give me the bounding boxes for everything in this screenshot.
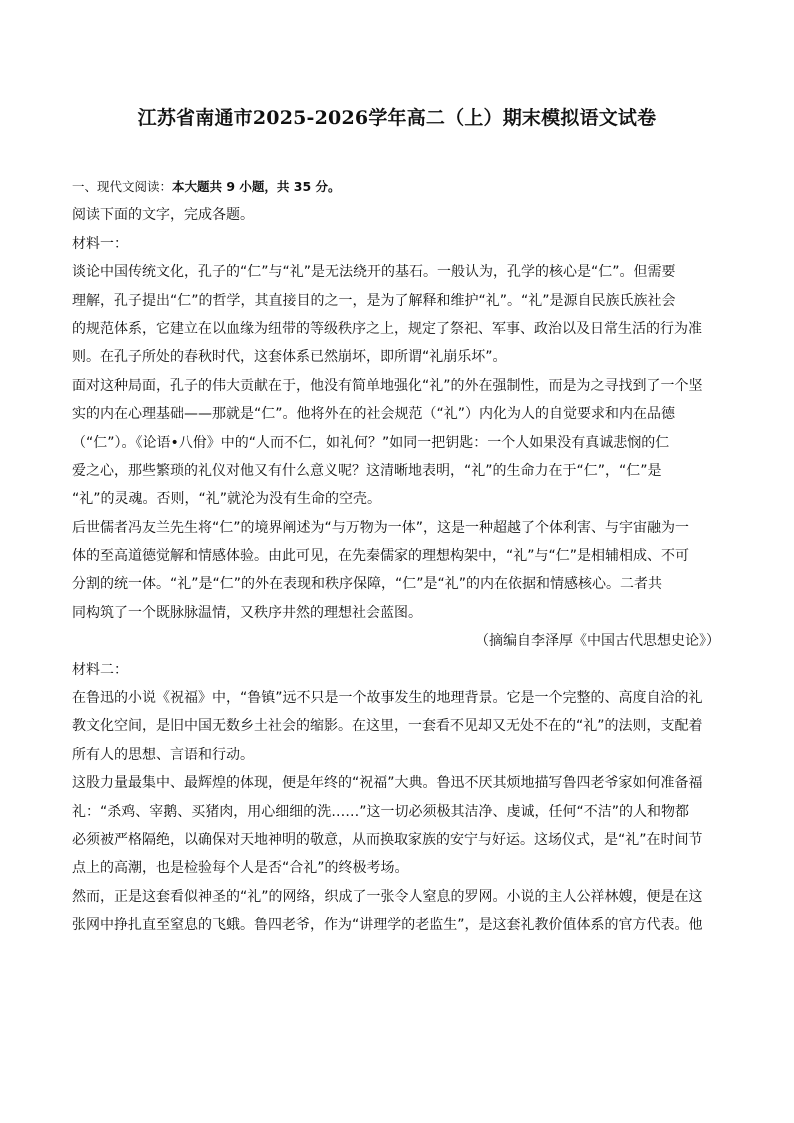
text-line: 同构筑了一个既脉脉温情，又秩序井然的理想社会蓝图。 — [72, 604, 422, 621]
source-citation: （摘编自李泽厚《中国古代思想史论》） — [475, 633, 720, 650]
section-heading-rest: 本大题共 9 小题，共 35 分。 — [172, 179, 341, 194]
text-line: 实的内在心理基础——那就是“仁”。他将外在的社会规范（“礼”）内化为人的自觉要求和内在品德 — [72, 406, 676, 423]
text-line: 分割的统一体。“礼”是“仁”的外在表现和秩序保障，“仁”是“礼”的内在依据和情感核心。二者共 — [72, 576, 663, 593]
text-line: 礼：“杀鸡、宰鹅、买猪肉，用心细细的洗……”这一切必须极其洁净、虔诚，任何“不洁”的人和物都 — [72, 803, 690, 820]
section-heading-lead: 一、现代文阅读： — [72, 179, 173, 194]
text-line: 的规范体系，它建立在以血缘为纽带的等级秩序之上，规定了祭祀、军事、政治以及日常生活的行为准 — [72, 320, 702, 337]
document-body — [72, 173, 720, 940]
text-line: （“仁”）。《论语•八佾》中的“人而不仁，如礼何？”如同一把钥匙：一个人如果没有真诚悲悯的仁 — [72, 434, 670, 451]
text-line: 必须被严格隔绝，以确保对天地神明的敬意，从而换取家族的安宁与好运。这场仪式，是“礼”在时间节 — [72, 831, 703, 848]
material-two-label: 材料二： — [72, 661, 128, 678]
text-line: 后世儒者冯友兰先生将“仁”的境界阐述为“与万物为一体”，这是一种超越了个体利害、与宇宙融为一 — [72, 519, 690, 536]
material-one-label: 材料一： — [72, 235, 128, 252]
page-title: 江苏省南通市2025-2026学年高二（上）期末模拟语文试卷 — [137, 107, 657, 129]
text-line: 在鲁迅的小说《祝福》中，“鲁镇”远不只是一个故事发生的地理背景。它是一个完整的、高度自洽的礼 — [72, 690, 703, 707]
text-line: 体的至高道德觉解和情感体验。由此可见，在先秦儒家的理想构架中，“礼”与“仁”是相辅相成、不可 — [72, 548, 690, 565]
text-line: 然而，正是这套看似神圣的“礼”的网络，织成了一张令人窒息的罗网。小说的主人公祥林嫂，便是在这 — [72, 888, 703, 905]
text-line: 张网中挣扎直至窒息的飞蛾。鲁四老爷，作为“讲理学的老监生”，是这套礼教价值体系的官方代表。他 — [72, 917, 703, 934]
text-line: 爱之心，那些繁琐的礼仪对他又有什么意义呢？这清晰地表明，“礼”的生命力在于“仁”，“仁”是 — [72, 462, 662, 479]
text-line: 面对这种局面，孔子的伟大贡献在于，他没有简单地强化“礼”的外在强制性，而是为之寻找到了一个坚 — [72, 377, 703, 394]
text-line: 教文化空间，是旧中国无数乡土社会的缩影。在这里，一套看不见却又无处不在的“礼”的法则，支配着 — [72, 718, 703, 735]
instruction-line: 阅读下面的文字，完成各题。 — [72, 207, 254, 224]
section-heading — [72, 173, 720, 201]
text-line: 所有人的思想、言语和行动。 — [72, 746, 254, 763]
text-line: 则。在孔子所处的春秋时代，这套体系已然崩坏，即所谓“礼崩乐坏”。 — [72, 349, 507, 366]
text-line: 谈论中国传统文化，孔子的“仁”与“礼”是无法绕开的基石。一般认为，孔学的核心是“仁”。但需要 — [72, 264, 676, 281]
text-line: 点上的高潮，也是检验每个人是否“合礼”的终极考场。 — [72, 860, 409, 877]
text-line: 这股力量最集中、最辉煌的体现，便是年终的“祝福”大典。鲁迅不厌其烦地描写鲁四老爷家如何准备福 — [72, 775, 703, 792]
text-line: “礼”的灵魂。否则，“礼”就沦为没有生命的空壳。 — [72, 491, 382, 508]
text-line: 理解，孔子提出“仁”的哲学，其直接目的之一，是为了解释和维护“礼”。“礼”是源自民族氏族社会 — [72, 292, 676, 309]
